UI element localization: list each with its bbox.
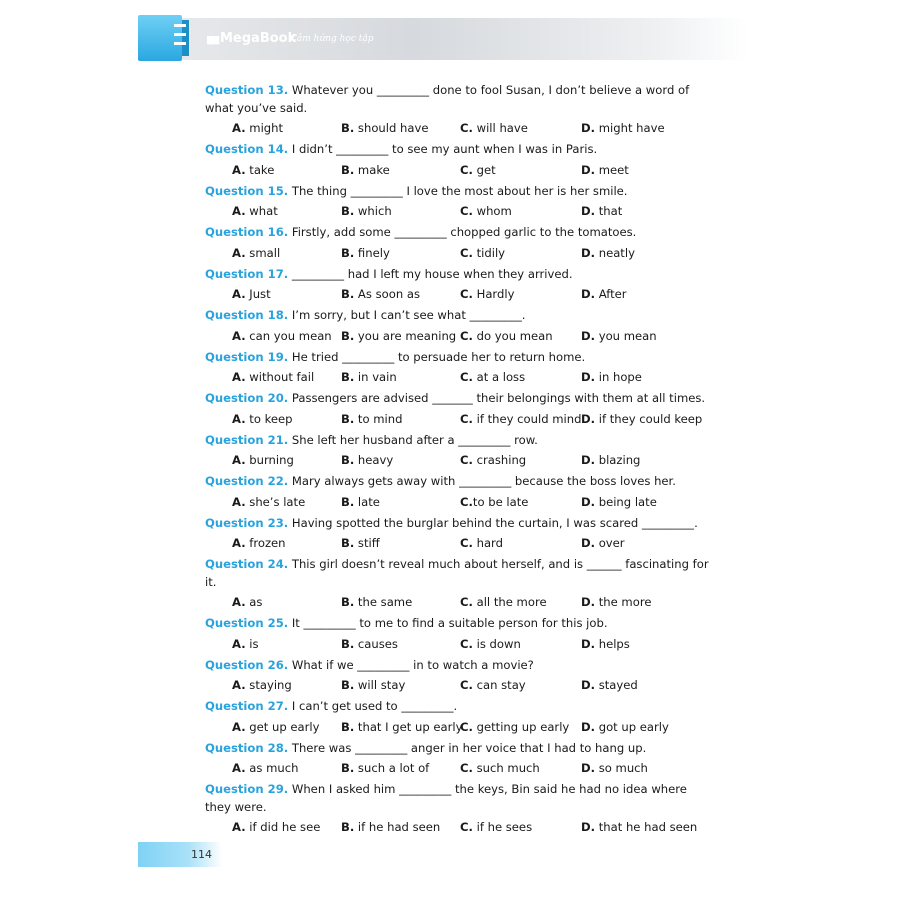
- answer-option: [232, 719, 319, 737]
- question-block: [205, 781, 710, 837]
- option-letter: B.: [341, 204, 355, 218]
- option-letter: D.: [581, 595, 596, 609]
- option-letter: D.: [581, 287, 596, 301]
- answer-option: [460, 535, 503, 553]
- question-number: Question 26.: [205, 657, 289, 672]
- answer-option: [460, 819, 532, 837]
- option-text: should have: [354, 121, 429, 135]
- question-text: Mary always gets away with _________ because the boss loves her.: [288, 474, 676, 488]
- answer-options: [205, 411, 710, 429]
- option-letter: B.: [341, 494, 355, 509]
- answer-option: [460, 594, 547, 612]
- question-text: I can’t get used to _________.: [288, 699, 458, 713]
- question-text: When I asked him _________ the keys, Bin said he had no idea where they were.: [205, 782, 687, 814]
- answer-option: [460, 760, 540, 778]
- question-text: Whatever you _________ done to fool Susan, I don’t believe a word of what you’ve said.: [205, 83, 690, 115]
- answer-options: [205, 120, 710, 138]
- answer-option: [460, 162, 496, 180]
- option-text: Just: [245, 287, 271, 301]
- question-block: [205, 657, 710, 695]
- answer-option: [460, 120, 528, 138]
- option-letter: C.: [460, 595, 473, 609]
- question-stem: [205, 515, 710, 533]
- brand-name: MegaBook: [220, 31, 297, 46]
- answer-option: [341, 594, 412, 612]
- option-letter: A.: [232, 121, 246, 135]
- option-letter: D.: [581, 494, 596, 509]
- option-letter: C.: [460, 494, 473, 509]
- question-text: _________ had I left my house when they arrived.: [288, 266, 573, 281]
- answer-options: [205, 819, 710, 837]
- option-letter: A.: [232, 370, 246, 384]
- question-stem: [205, 224, 710, 242]
- option-letter: D.: [581, 370, 596, 384]
- answer-option: [581, 535, 625, 553]
- question-number: Question 29.: [205, 782, 289, 796]
- option-letter: B.: [341, 636, 355, 651]
- option-text: is: [245, 636, 259, 651]
- answer-option: [341, 494, 380, 512]
- option-letter: D.: [581, 719, 596, 734]
- question-number: Question 23.: [205, 515, 289, 530]
- question-block: [205, 224, 710, 262]
- option-text: if he sees: [472, 820, 533, 834]
- answer-option: [341, 162, 390, 180]
- option-text: As soon as: [354, 287, 420, 301]
- answer-option: [341, 286, 420, 304]
- question-list: [205, 82, 710, 840]
- answer-option: [341, 245, 390, 263]
- question-number: Question 28.: [205, 740, 289, 755]
- option-letter: C.: [460, 719, 473, 734]
- answer-option: [460, 677, 526, 695]
- question-block: [205, 432, 710, 470]
- option-letter: C.: [460, 820, 473, 834]
- answer-option: [341, 636, 398, 654]
- option-text: might have: [595, 121, 665, 135]
- option-letter: C.: [460, 287, 473, 301]
- option-letter: A.: [232, 536, 246, 550]
- answer-option: [232, 328, 332, 346]
- option-text: you are meaning: [354, 328, 457, 343]
- option-text: can stay: [472, 678, 526, 692]
- option-text: frozen: [245, 536, 286, 550]
- question-stem: [205, 615, 710, 633]
- question-stem: [205, 349, 710, 367]
- option-text: without fail: [245, 370, 315, 384]
- option-text: can you mean: [245, 328, 332, 343]
- megabook-logo-icon: ▮▮▮: [206, 33, 219, 46]
- option-text: make: [354, 162, 390, 177]
- option-text: burning: [245, 453, 294, 467]
- option-text: getting up early: [472, 719, 570, 734]
- option-text: what: [245, 204, 278, 218]
- option-letter: B.: [341, 678, 355, 692]
- option-text: will have: [472, 121, 528, 135]
- answer-option: [581, 719, 669, 737]
- question-stem: [205, 432, 710, 450]
- answer-option: [460, 328, 553, 346]
- option-text: in hope: [595, 370, 642, 384]
- question-text: The thing _________ I love the most about her is her smile.: [288, 183, 628, 198]
- question-number: Question 13.: [205, 83, 289, 97]
- option-text: small: [245, 245, 281, 260]
- answer-option: [581, 203, 622, 221]
- answer-option: [581, 494, 657, 512]
- answer-options: [205, 203, 710, 221]
- option-text: the same: [354, 595, 413, 609]
- question-text: I didn’t _________ to see my aunt when I was in Paris.: [288, 142, 598, 156]
- option-letter: A.: [232, 719, 246, 734]
- option-text: that he had seen: [595, 820, 698, 834]
- answer-option: [232, 636, 259, 654]
- answer-option: [341, 819, 440, 837]
- option-text: helps: [595, 636, 630, 651]
- option-letter: B.: [341, 411, 355, 426]
- question-block: [205, 266, 710, 304]
- option-text: such much: [472, 761, 540, 775]
- answer-option: [341, 719, 462, 737]
- answer-option: [341, 203, 392, 221]
- question-number: Question 25.: [205, 616, 289, 630]
- option-text: which: [354, 204, 392, 218]
- page-number: 114: [191, 848, 212, 861]
- question-stem: [205, 556, 710, 591]
- option-letter: D.: [581, 536, 596, 550]
- option-letter: D.: [581, 411, 596, 426]
- option-letter: A.: [232, 494, 246, 509]
- answer-option: [341, 328, 456, 346]
- option-text: heavy: [354, 453, 394, 467]
- option-text: if did he see: [245, 820, 321, 834]
- option-letter: B.: [341, 328, 355, 343]
- question-text: Passengers are advised _______ their belongings with them at all times.: [288, 391, 706, 405]
- question-block: [205, 556, 710, 612]
- option-text: causes: [354, 636, 398, 651]
- option-letter: D.: [581, 453, 596, 467]
- answer-options: [205, 677, 710, 695]
- option-letter: A.: [232, 245, 246, 260]
- header-tab-notch: [174, 24, 186, 27]
- answer-option: [460, 411, 581, 429]
- answer-option: [581, 120, 665, 138]
- option-text: to mind: [354, 411, 403, 426]
- answer-option: [460, 203, 512, 221]
- question-number: Question 22.: [205, 474, 289, 488]
- question-stem: [205, 183, 710, 201]
- answer-option: [581, 162, 629, 180]
- option-letter: D.: [581, 204, 596, 218]
- question-text: Having spotted the burglar behind the curtain, I was scared _________.: [288, 515, 698, 530]
- option-letter: C.: [460, 453, 473, 467]
- option-text: if they could mind: [472, 411, 582, 426]
- option-text: is down: [472, 636, 521, 651]
- question-block: [205, 515, 710, 553]
- answer-option: [232, 594, 262, 612]
- question-block: [205, 141, 710, 179]
- answer-option: [581, 819, 697, 837]
- question-stem: [205, 698, 710, 716]
- answer-option: [232, 819, 320, 837]
- option-letter: B.: [341, 820, 355, 834]
- option-letter: B.: [341, 287, 355, 301]
- option-letter: A.: [232, 287, 246, 301]
- option-text: neatly: [595, 245, 635, 260]
- answer-option: [460, 245, 505, 263]
- option-letter: B.: [341, 761, 355, 775]
- option-letter: C.: [460, 636, 473, 651]
- option-text: hard: [472, 536, 503, 550]
- option-text: tidily: [472, 245, 506, 260]
- answer-options: [205, 328, 710, 346]
- option-letter: D.: [581, 761, 596, 775]
- option-text: late: [354, 494, 380, 509]
- answer-options: [205, 369, 710, 387]
- option-text: so much: [595, 761, 648, 775]
- answer-option: [341, 411, 402, 429]
- option-letter: C.: [460, 678, 473, 692]
- answer-option: [581, 286, 627, 304]
- option-text: such a lot of: [354, 761, 430, 775]
- answer-option: [232, 120, 283, 138]
- question-block: [205, 183, 710, 221]
- option-text: if they could keep: [595, 411, 703, 426]
- option-text: After: [595, 287, 627, 301]
- option-text: to be late: [472, 494, 529, 509]
- answer-option: [341, 677, 405, 695]
- question-number: Question 14.: [205, 142, 289, 156]
- answer-option: [460, 286, 514, 304]
- answer-option: [232, 369, 314, 387]
- option-text: if he had seen: [354, 820, 441, 834]
- answer-option: [581, 452, 640, 470]
- header-tab-notch: [174, 42, 186, 45]
- option-text: as much: [245, 761, 299, 775]
- option-letter: C.: [460, 204, 473, 218]
- answer-options: [205, 636, 710, 654]
- option-text: as: [245, 595, 263, 609]
- option-text: take: [245, 162, 275, 177]
- answer-option: [581, 677, 638, 695]
- answer-option: [232, 286, 271, 304]
- answer-option: [581, 369, 642, 387]
- option-letter: A.: [232, 761, 246, 775]
- question-stem: [205, 657, 710, 675]
- option-letter: D.: [581, 820, 596, 834]
- option-text: crashing: [472, 453, 527, 467]
- option-text: will stay: [354, 678, 406, 692]
- option-text: in vain: [354, 370, 397, 384]
- answer-option: [341, 369, 397, 387]
- question-number: Question 20.: [205, 391, 289, 405]
- question-block: [205, 615, 710, 653]
- answer-option: [341, 120, 428, 138]
- option-letter: B.: [341, 719, 355, 734]
- option-letter: A.: [232, 678, 246, 692]
- option-text: over: [595, 536, 625, 550]
- question-block: [205, 390, 710, 428]
- option-letter: D.: [581, 121, 596, 135]
- question-block: [205, 82, 710, 138]
- option-letter: D.: [581, 678, 596, 692]
- question-stem: [205, 82, 710, 117]
- answer-option: [232, 411, 293, 429]
- option-text: being late: [595, 494, 657, 509]
- question-block: [205, 307, 710, 345]
- answer-option: [232, 494, 305, 512]
- option-text: she’s late: [245, 494, 306, 509]
- question-stem: [205, 740, 710, 758]
- question-block: [205, 349, 710, 387]
- header-tab-notch: [174, 33, 186, 36]
- question-number: Question 21.: [205, 432, 289, 447]
- option-text: all the more: [472, 595, 547, 609]
- answer-option: [581, 245, 635, 263]
- answer-option: [232, 245, 280, 263]
- answer-options: [205, 494, 710, 512]
- question-number: Question 16.: [205, 225, 289, 239]
- question-text: I’m sorry, but I can’t see what _________.: [288, 308, 526, 322]
- answer-option: [460, 636, 521, 654]
- option-text: Hardly: [472, 287, 515, 301]
- option-text: got up early: [595, 719, 669, 734]
- answer-option: [232, 535, 286, 553]
- answer-options: [205, 535, 710, 553]
- question-stem: [205, 141, 710, 159]
- option-letter: B.: [341, 370, 355, 384]
- question-stem: [205, 781, 710, 816]
- question-number: Question 27.: [205, 699, 289, 713]
- option-text: stiff: [354, 536, 380, 550]
- option-letter: B.: [341, 245, 355, 260]
- option-letter: C.: [460, 162, 473, 177]
- answer-option: [460, 494, 528, 512]
- option-text: you mean: [595, 328, 657, 343]
- question-block: [205, 698, 710, 736]
- option-letter: A.: [232, 328, 246, 343]
- option-text: get up early: [245, 719, 320, 734]
- answer-option: [232, 203, 278, 221]
- option-letter: B.: [341, 595, 355, 609]
- option-letter: B.: [341, 162, 355, 177]
- answer-option: [341, 535, 380, 553]
- option-letter: C.: [460, 370, 473, 384]
- brand-slogan: Cảm hứng học tập: [290, 34, 374, 44]
- option-letter: A.: [232, 636, 246, 651]
- question-number: Question 19.: [205, 349, 289, 364]
- option-letter: C.: [460, 761, 473, 775]
- question-stem: [205, 266, 710, 284]
- option-text: get: [472, 162, 496, 177]
- option-letter: A.: [232, 162, 246, 177]
- option-text: staying: [245, 678, 292, 692]
- question-number: Question 24.: [205, 557, 289, 571]
- answer-option: [232, 162, 274, 180]
- answer-options: [205, 719, 710, 737]
- option-text: that I get up early: [354, 719, 463, 734]
- answer-option: [460, 452, 526, 470]
- answer-options: [205, 245, 710, 263]
- option-letter: A.: [232, 820, 246, 834]
- answer-option: [341, 452, 393, 470]
- option-text: at a loss: [472, 370, 526, 384]
- option-letter: C.: [460, 411, 473, 426]
- option-letter: D.: [581, 328, 596, 343]
- option-letter: C.: [460, 245, 473, 260]
- answer-option: [232, 677, 292, 695]
- question-stem: [205, 473, 710, 491]
- option-text: that: [595, 204, 623, 218]
- answer-option: [581, 594, 651, 612]
- option-text: to keep: [245, 411, 293, 426]
- option-text: might: [245, 121, 284, 135]
- question-text: What if we _________ in to watch a movie?: [288, 657, 534, 672]
- option-letter: B.: [341, 453, 355, 467]
- option-letter: D.: [581, 162, 596, 177]
- option-letter: A.: [232, 411, 246, 426]
- question-text: This girl doesn’t reveal much about herself, and is ______ fascinating for it.: [205, 557, 709, 589]
- option-text: blazing: [595, 453, 641, 467]
- option-letter: B.: [341, 536, 355, 550]
- answer-option: [341, 760, 429, 778]
- option-letter: C.: [460, 328, 473, 343]
- option-text: do you mean: [472, 328, 553, 343]
- answer-options: [205, 760, 710, 778]
- option-letter: A.: [232, 595, 246, 609]
- option-letter: A.: [232, 204, 246, 218]
- answer-options: [205, 452, 710, 470]
- answer-options: [205, 162, 710, 180]
- question-text: It _________ to me to find a suitable person for this job.: [288, 616, 608, 630]
- answer-option: [232, 760, 298, 778]
- option-letter: C.: [460, 121, 473, 135]
- question-number: Question 15.: [205, 183, 289, 198]
- option-letter: A.: [232, 453, 246, 467]
- question-number: Question 17.: [205, 266, 289, 281]
- question-number: Question 18.: [205, 308, 289, 322]
- question-text: She left her husband after a _________ row.: [288, 432, 538, 447]
- answer-options: [205, 594, 710, 612]
- option-text: meet: [595, 162, 629, 177]
- question-text: There was _________ anger in her voice that I had to hang up.: [288, 740, 647, 755]
- header-tab: [138, 15, 182, 61]
- question-stem: [205, 390, 710, 408]
- answer-option: [460, 719, 569, 737]
- option-text: whom: [472, 204, 512, 218]
- answer-options: [205, 286, 710, 304]
- answer-option: [581, 636, 630, 654]
- question-text: He tried _________ to persuade her to return home.: [288, 349, 586, 364]
- answer-option: [232, 452, 294, 470]
- option-text: finely: [354, 245, 390, 260]
- option-letter: B.: [341, 121, 355, 135]
- option-text: the more: [595, 595, 652, 609]
- option-letter: C.: [460, 536, 473, 550]
- answer-option: [581, 760, 648, 778]
- question-block: [205, 740, 710, 778]
- option-text: stayed: [595, 678, 638, 692]
- question-text: Firstly, add some _________ chopped garlic to the tomatoes.: [288, 225, 637, 239]
- answer-option: [581, 411, 702, 429]
- option-letter: D.: [581, 636, 596, 651]
- option-letter: D.: [581, 245, 596, 260]
- question-stem: [205, 307, 710, 325]
- question-block: [205, 473, 710, 511]
- answer-option: [460, 369, 525, 387]
- answer-option: [581, 328, 657, 346]
